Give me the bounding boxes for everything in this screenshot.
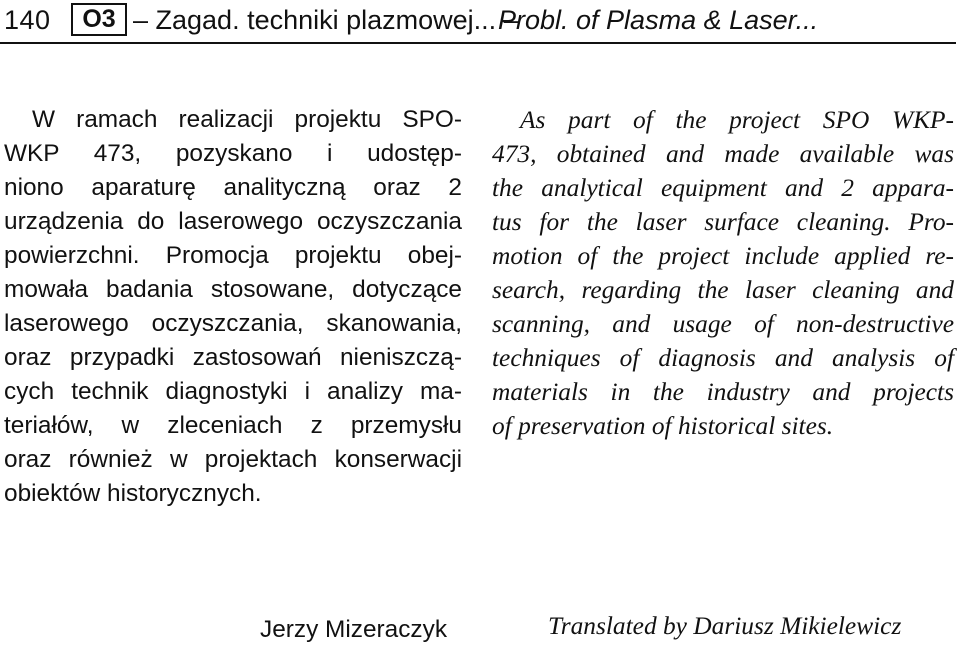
- english-line: techniques of diagnosis and analysis of: [492, 344, 954, 372]
- english-line: motion of the project include applied re-: [492, 242, 954, 270]
- english-line: 473, obtained and made available was: [492, 140, 954, 168]
- english-line: scanning, and usage of non-destructive: [492, 310, 954, 338]
- page-number: 140: [4, 5, 51, 35]
- polish-line: teriałów, w zleceniach z przemysłu: [4, 412, 462, 439]
- page-header: [0, 0, 960, 45]
- header-english-title: Probl. of Plasma & Laser...: [498, 5, 819, 35]
- polish-line: W ramach realizacji projektu SPO-: [32, 106, 462, 133]
- polish-line: mowała badania stosowane, dotyczące: [4, 276, 462, 303]
- header-polish-title: – Zagad. techniki plazmowej... –: [133, 5, 519, 35]
- english-line: tus for the laser surface cleaning. Pro-: [492, 208, 954, 236]
- polish-line: powierzchni. Promocja projektu obej-: [4, 242, 462, 269]
- header-rule: [0, 42, 956, 44]
- author-name: Jerzy Mizeraczyk: [260, 616, 448, 643]
- polish-line: laserowego oczyszczania, skanowania,: [4, 310, 462, 337]
- english-line: materials in the industry and projects: [492, 378, 954, 406]
- polish-line: WKP 473, pozyskano i udostęp-: [4, 140, 462, 167]
- polish-paragraph: [4, 103, 462, 511]
- english-line: the analytical equipment and 2 appara-: [492, 174, 954, 202]
- english-paragraph: [492, 103, 954, 443]
- polish-line: obiektów historycznych.: [4, 480, 262, 507]
- polish-line: niono aparaturę analityczną oraz 2: [4, 174, 462, 201]
- polish-line: urządzenia do laserowego oczyszczania: [4, 208, 462, 235]
- polish-line: cych technik diagnostyki i analizy ma-: [4, 378, 462, 405]
- polish-line: oraz przypadki zastosowań nieniszczą-: [4, 344, 462, 371]
- translator-credit: Translated by Dariusz Mikielewicz: [548, 612, 902, 640]
- polish-line: oraz również w projektach konserwacji: [4, 446, 462, 473]
- english-line: As part of the project SPO WKP-: [520, 106, 954, 134]
- english-line: search, regarding the laser cleaning and: [492, 276, 954, 304]
- section-code-box: O3: [71, 3, 127, 36]
- english-line: of preservation of historical sites.: [492, 412, 834, 440]
